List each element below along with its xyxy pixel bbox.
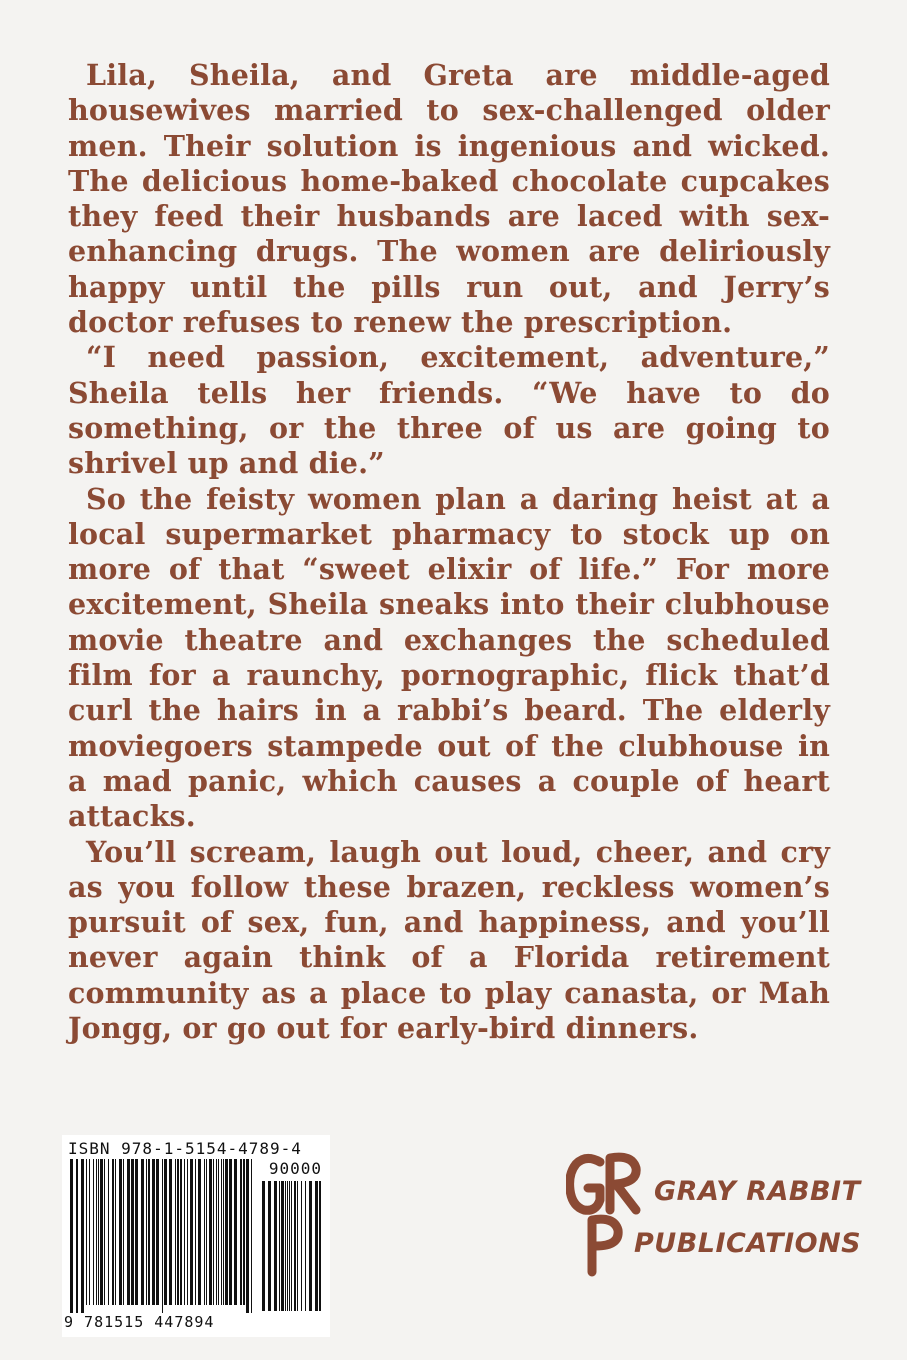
- barcode-bar: [190, 1159, 193, 1305]
- barcode-bar: [305, 1181, 306, 1311]
- barcode-bar: [243, 1159, 245, 1305]
- barcode-bar: [309, 1181, 312, 1311]
- barcode-bar: [262, 1181, 265, 1311]
- barcode-bar: [315, 1181, 318, 1311]
- barcode-bar: [70, 1159, 73, 1313]
- price-code: 90000: [268, 1159, 322, 1178]
- barcode-bar: [112, 1159, 114, 1305]
- blurb-paragraph: Lila, Sheila, and Greta are middle-aged housewives married to sex-challenged older men. Their solution is ingenious and wicked. The delicious home-baked chocolate cupcakes they feed their husbands are laced with sex-enhancing drugs. The women are deliriously happy until the pills run out, and Jerry’s doctor refuses to renew the prescription.: [68, 58, 830, 340]
- barcode-bar: [119, 1159, 122, 1305]
- barcode-bar: [279, 1181, 280, 1311]
- blurb-paragraph: You’ll scream, laugh out loud, cheer, and cry as you follow these brazen, reckless women’s pursuit of sex, fun, and happiness, and you’ll never again think of a Florida retirement community as a place to play canasta, or Mah Jongg, or go out for early-bird dinners.: [68, 834, 830, 1046]
- barcode-bar: [86, 1159, 87, 1305]
- barcode-bar: [115, 1159, 116, 1305]
- barcode-bar: [218, 1159, 219, 1305]
- barcode-bar: [240, 1159, 242, 1305]
- barcode-bar: [221, 1159, 222, 1305]
- barcode-bar: [195, 1159, 196, 1305]
- barcode-bar: [213, 1159, 214, 1305]
- barcode-bar: [100, 1159, 103, 1305]
- barcode-bar: [180, 1159, 182, 1305]
- barcode-bar: [285, 1181, 286, 1311]
- barcode-bar: [281, 1181, 284, 1311]
- barcode-bar: [216, 1159, 217, 1305]
- blurb-paragraph: “I need passion, excitement, adventure,” Sheila tells her friends. “We have to do something, or the three of us are going to shrivel up and die.”: [68, 340, 830, 481]
- barcode-bar: [131, 1159, 134, 1305]
- barcode-bar: [135, 1159, 138, 1305]
- barcode-bar: [156, 1159, 159, 1305]
- barcode-bar: [246, 1159, 249, 1313]
- barcode-bar: [81, 1159, 84, 1313]
- barcode-bar: [164, 1159, 167, 1305]
- barcode-bar: [148, 1159, 150, 1305]
- barcode-bar: [289, 1181, 290, 1311]
- barcode-bar: [223, 1159, 224, 1305]
- publisher-name-line2: PUBLICATIONS: [634, 1228, 862, 1259]
- barcode-bar: [76, 1159, 78, 1313]
- barcode-bar: [141, 1159, 144, 1305]
- isbn-label: ISBN 978-1-5154-4789-4: [68, 1139, 302, 1158]
- barcode-bar: [162, 1159, 163, 1313]
- barcode-bar: [225, 1159, 228, 1305]
- barcode-bar: [187, 1159, 188, 1305]
- barcode-bar: [146, 1159, 147, 1305]
- ean-digits: 9 781515 447894: [64, 1313, 215, 1331]
- barcode-bar: [291, 1181, 292, 1311]
- barcode-bar: [204, 1159, 205, 1305]
- back-cover-blurb: [68, 58, 830, 1046]
- barcode-bar: [123, 1159, 124, 1305]
- barcode-bar: [89, 1159, 90, 1305]
- barcode-bar: [229, 1159, 232, 1305]
- barcode-bar: [297, 1181, 298, 1311]
- barcode-bar: [177, 1159, 179, 1305]
- addon-barcode-bars: [260, 1181, 322, 1315]
- barcode-bar: [93, 1159, 94, 1305]
- barcode-bar: [319, 1181, 321, 1311]
- barcode-bar: [169, 1159, 172, 1305]
- barcode-bar: [184, 1159, 185, 1305]
- barcode-bar: [294, 1181, 296, 1311]
- barcode-bar: [209, 1159, 212, 1305]
- ean13-barcode-bars: [68, 1159, 254, 1315]
- barcode-bar: [175, 1159, 176, 1305]
- isbn-barcode: [62, 1135, 330, 1337]
- barcode-bar: [251, 1159, 252, 1313]
- barcode-bar: [152, 1159, 155, 1305]
- barcode-bar: [234, 1159, 237, 1305]
- barcode-bar: [274, 1181, 277, 1311]
- barcode-bar: [96, 1159, 97, 1305]
- barcode-bar: [301, 1181, 302, 1311]
- barcode-bar: [206, 1159, 207, 1305]
- barcode-bar: [287, 1181, 288, 1311]
- barcode-bar: [198, 1159, 201, 1305]
- blurb-paragraph: So the feisty women plan a daring heist at a local supermarket pharmacy to stock up on more of that “sweet elixir of life.” For more excitement, Sheila sneaks into their clubhouse movie theatre and exchanges the scheduled film for a raunchy, pornographic, flick that’d curl the hairs in a rabbi’s beard. The elderly moviegoers stampede out of the clubhouse in a mad panic, which causes a couple of heart attacks.: [68, 481, 830, 834]
- barcode-bar: [98, 1159, 99, 1305]
- barcode-bar: [108, 1159, 109, 1305]
- barcode-bar: [268, 1181, 271, 1311]
- barcode-bar: [104, 1159, 105, 1305]
- publisher-name-line1: GRAY RABBIT: [654, 1176, 861, 1207]
- publisher-logo: [566, 1148, 862, 1278]
- barcode-bar: [127, 1159, 130, 1305]
